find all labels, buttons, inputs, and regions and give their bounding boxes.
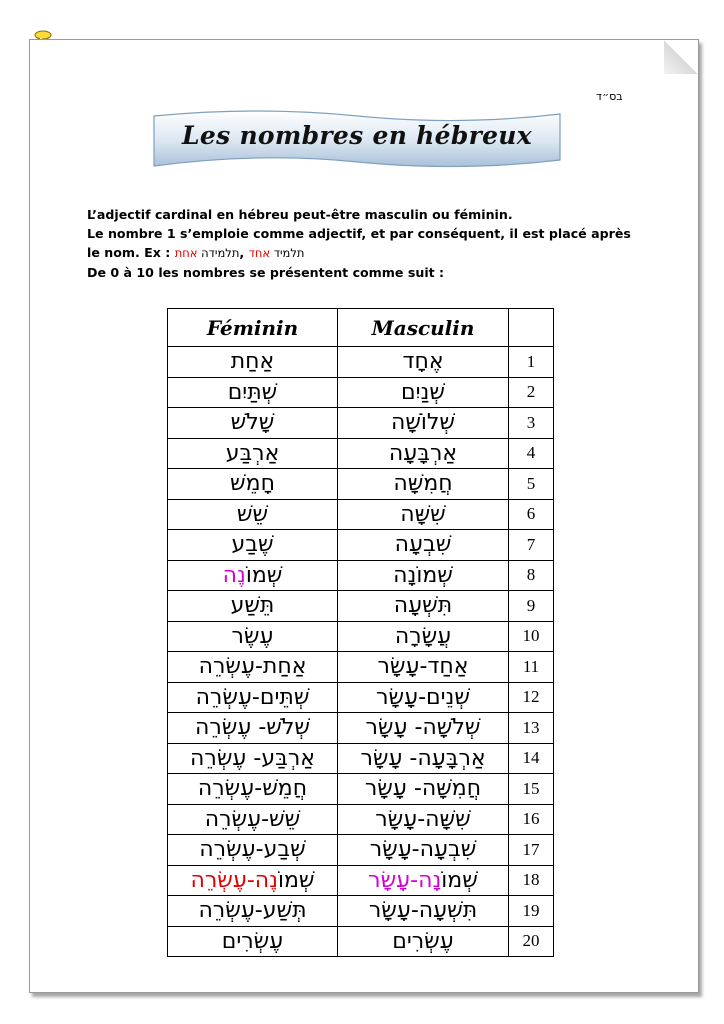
numbers-table — [167, 308, 554, 957]
page-title: Les nombres en hébreux — [181, 121, 532, 150]
masculine-cell-text: עֶשְׂרִים — [392, 928, 454, 954]
number-cell: 9 — [509, 591, 554, 622]
feminine-cell-text: שְׁבַע-עֶשְׂרֵה — [199, 837, 306, 863]
masculine-cell-text: שְׁלֹשָׁה- עָשָׂר — [365, 715, 481, 741]
feminine-cell-text: אַרְבַּע- עֶשְׂרֵה — [190, 745, 315, 771]
feminine-cell-text: עֶשֶׂר — [231, 623, 274, 649]
table-row — [168, 804, 554, 835]
feminine-cell-text: תֵּשַׁע — [230, 593, 275, 619]
masculine-cell — [338, 774, 509, 805]
table-row — [168, 652, 554, 683]
table-row — [168, 591, 554, 622]
intro-line-1: L’adjectif cardinal en hébreu peut-être masculin ou féminin. — [87, 207, 513, 222]
feminine-cell-text: שֶׁבַע — [231, 532, 274, 558]
example-masc-number: אחד — [248, 246, 271, 260]
feminine-cell — [168, 591, 338, 622]
number-cell: 13 — [509, 713, 554, 744]
feminine-cell-text: שָׁלֹשׁ — [230, 410, 275, 436]
feminine-cell — [168, 774, 338, 805]
feminine-cell — [168, 408, 338, 439]
header-feminine: Féminin — [168, 309, 338, 347]
intro-text — [87, 205, 647, 282]
masculine-cell — [338, 591, 509, 622]
masculine-cell-text: שִׁשָּׁה-עָשָׂר — [375, 806, 471, 832]
masculine-cell-text: תִּשְׁעָה — [393, 593, 453, 619]
feminine-cell — [168, 926, 338, 957]
example-separator: , — [239, 245, 249, 260]
masculine-cell-text: שִׁבְעָה — [394, 532, 452, 558]
feminine-cell-text: אַחַת-עֶשְׂרֵה — [198, 654, 307, 680]
feminine-cell — [168, 438, 338, 469]
masculine-cell-highlight: נָה-עָשָׂר — [368, 867, 442, 893]
table-row — [168, 347, 554, 378]
feminine-cell — [168, 713, 338, 744]
page-fold — [664, 40, 698, 74]
masculine-cell — [338, 743, 509, 774]
feminine-cell — [168, 865, 338, 896]
feminine-cell — [168, 804, 338, 835]
header-masculine: Masculin — [338, 309, 509, 347]
table-row — [168, 896, 554, 927]
masculine-cell-text: שְׁלוֹשָׁה — [390, 410, 456, 436]
masculine-cell-text: אַרְבָּעָה- עָשָׂר — [360, 745, 486, 771]
number-cell: 10 — [509, 621, 554, 652]
table-row — [168, 530, 554, 561]
feminine-cell — [168, 499, 338, 530]
feminine-cell-text: שְׁלֹשׁ- עֶשְׂרֵה — [195, 715, 310, 741]
feminine-cell — [168, 347, 338, 378]
example-fem-noun: תלמידה — [201, 246, 240, 260]
intro-line-2 — [87, 224, 647, 263]
masculine-cell — [338, 896, 509, 927]
feminine-cell-text: שֵׁשׁ-עֶשְׂרֵה — [204, 806, 301, 832]
feminine-cell-text: שֵׁשׁ — [236, 501, 269, 527]
number-cell: 17 — [509, 835, 554, 866]
table-row — [168, 438, 554, 469]
masculine-cell — [338, 621, 509, 652]
masculine-cell — [338, 377, 509, 408]
table-row — [168, 865, 554, 896]
number-cell: 7 — [509, 530, 554, 561]
table-header-row — [168, 309, 554, 347]
header-number — [509, 309, 554, 347]
intro-line-2-text: Le nombre 1 s’emploie comme adjectif, et par conséquent, il est placé après le nom. Ex : — [87, 226, 631, 260]
example-masc-noun: תלמיד — [273, 246, 305, 260]
masculine-cell-text: שְׁמוֹנָה — [393, 562, 453, 588]
header-mark: בס״ד — [596, 90, 623, 103]
table-row — [168, 926, 554, 957]
table-row — [168, 560, 554, 591]
masculine-cell-text: שְׁנֵים-עָשָׂר — [376, 684, 470, 710]
number-cell: 4 — [509, 438, 554, 469]
table-row — [168, 377, 554, 408]
feminine-cell-highlight: נֶה — [222, 562, 246, 588]
example-fem-number: אחת — [174, 246, 198, 260]
masculine-cell — [338, 469, 509, 500]
masculine-cell-text: אַרְבָּעָה — [388, 440, 458, 466]
feminine-cell — [168, 621, 338, 652]
masculine-cell-text: שִׁבְעָה-עָשָׂר — [369, 837, 477, 863]
masculine-cell — [338, 652, 509, 683]
masculine-cell-text: אַחַד-עָשָׂר — [377, 654, 469, 680]
feminine-cell-text: שְׁתַּיִם — [227, 379, 278, 405]
feminine-cell — [168, 652, 338, 683]
table-row — [168, 682, 554, 713]
feminine-cell — [168, 682, 338, 713]
feminine-cell — [168, 560, 338, 591]
feminine-cell — [168, 469, 338, 500]
feminine-cell-text: שְׁמוֹ — [245, 562, 283, 588]
table-row — [168, 835, 554, 866]
feminine-cell-text: תְּשַׁע-עֶשְׂרֵה — [198, 898, 307, 924]
example-masculine — [249, 246, 305, 260]
masculine-cell — [338, 713, 509, 744]
table-row — [168, 499, 554, 530]
table-row — [168, 469, 554, 500]
number-cell: 2 — [509, 377, 554, 408]
table-row — [168, 713, 554, 744]
intro-line-3: De 0 à 10 les nombres se présentent comme suit : — [87, 265, 445, 280]
masculine-cell-text: שְׁמוֹ — [441, 867, 478, 893]
number-cell: 6 — [509, 499, 554, 530]
masculine-cell — [338, 865, 509, 896]
number-cell: 8 — [509, 560, 554, 591]
feminine-cell — [168, 896, 338, 927]
masculine-cell — [338, 530, 509, 561]
masculine-cell — [338, 560, 509, 591]
number-cell: 14 — [509, 743, 554, 774]
masculine-cell — [338, 926, 509, 957]
masculine-cell-text: שִׁשָּׁה — [400, 501, 446, 527]
table-row — [168, 621, 554, 652]
feminine-cell — [168, 377, 338, 408]
masculine-cell-text: תִּשְׁעָה-עָשָׂר — [368, 898, 478, 924]
masculine-cell — [338, 499, 509, 530]
table-row — [168, 408, 554, 439]
feminine-cell-text: אַחַת — [230, 349, 275, 375]
example-feminine — [175, 246, 240, 260]
feminine-cell-text: חָמֵשׁ — [230, 471, 275, 497]
masculine-cell — [338, 347, 509, 378]
feminine-cell-highlight: נֶה-עֶשְׂרֵה — [190, 867, 278, 893]
number-cell: 20 — [509, 926, 554, 957]
masculine-cell — [338, 682, 509, 713]
masculine-cell — [338, 804, 509, 835]
masculine-cell-text: חֲמִשָּׁה- עָשָׂר — [364, 776, 482, 802]
feminine-cell-text: שְׁתֵּים-עֶשְׂרֵה — [195, 684, 310, 710]
feminine-cell-text: חֲמֵשׁ-עֶשְׂרֵה — [197, 776, 308, 802]
number-cell: 12 — [509, 682, 554, 713]
number-cell: 3 — [509, 408, 554, 439]
number-cell: 5 — [509, 469, 554, 500]
number-cell: 19 — [509, 896, 554, 927]
table-row — [168, 743, 554, 774]
masculine-cell-text: חֲמִשָּׁה — [393, 471, 453, 497]
masculine-cell-text: אֶחָד — [402, 349, 444, 375]
number-cell: 11 — [509, 652, 554, 683]
feminine-cell — [168, 530, 338, 561]
masculine-cell-text: שְׁנַיִם — [401, 379, 445, 405]
table-row — [168, 774, 554, 805]
feminine-cell-text: שְׁמוֹ — [277, 867, 315, 893]
feminine-cell-text: עֶשְׂרִים — [221, 928, 284, 954]
number-cell: 1 — [509, 347, 554, 378]
feminine-cell — [168, 835, 338, 866]
feminine-cell-text: אַרְבַּע — [225, 440, 280, 466]
masculine-cell-text: עֲשָׂרָה — [394, 623, 452, 649]
masculine-cell — [338, 438, 509, 469]
number-cell: 15 — [509, 774, 554, 805]
feminine-cell — [168, 743, 338, 774]
number-cell: 18 — [509, 865, 554, 896]
number-cell: 16 — [509, 804, 554, 835]
masculine-cell — [338, 408, 509, 439]
masculine-cell — [338, 835, 509, 866]
